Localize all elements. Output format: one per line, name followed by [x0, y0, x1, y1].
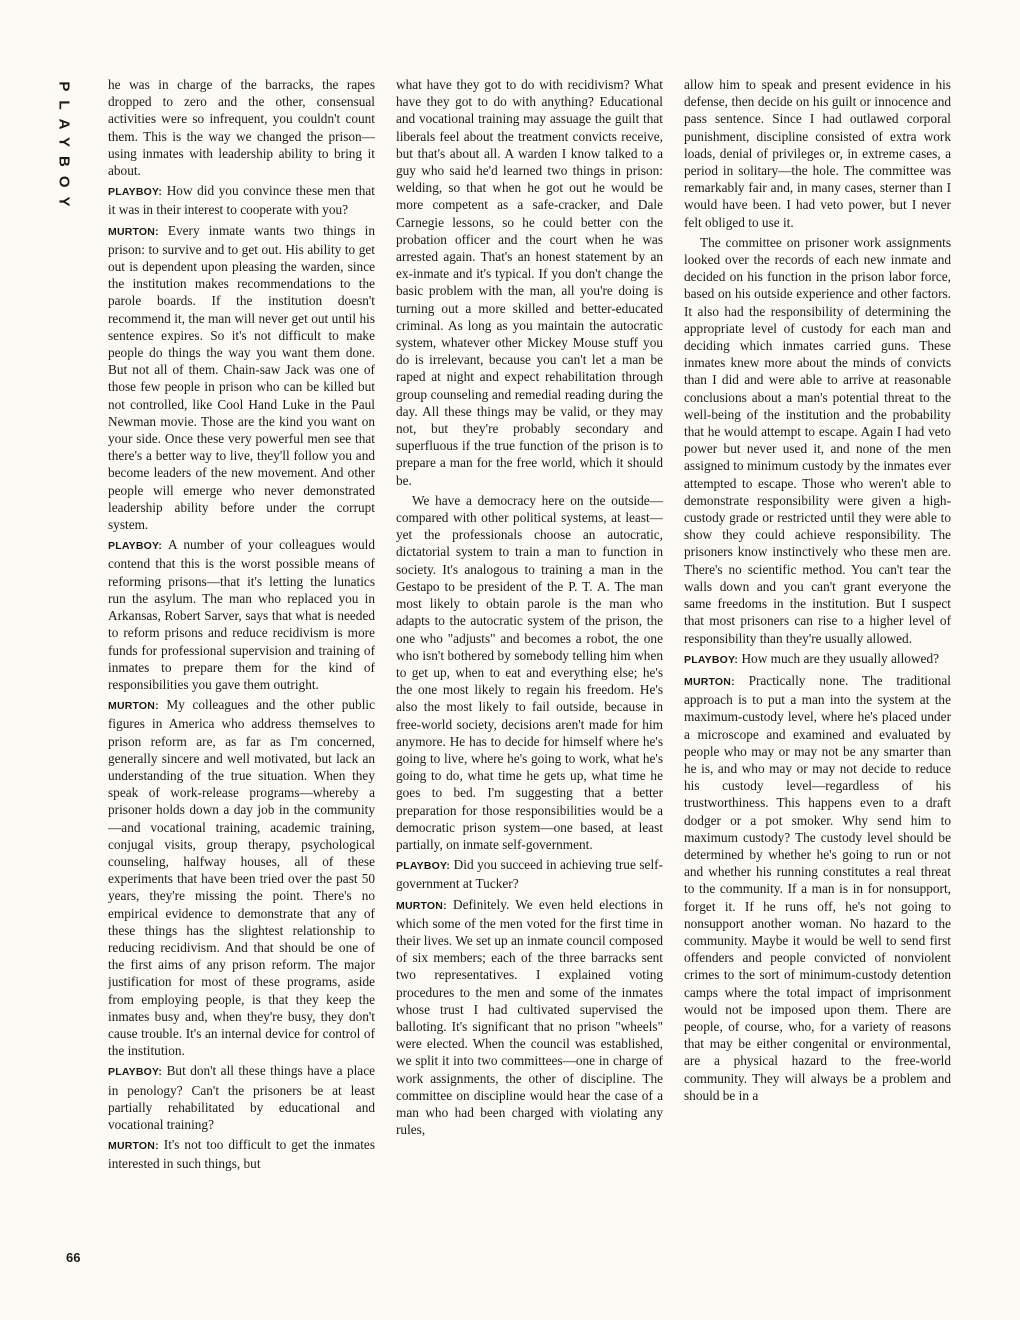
speaker-label: PLAYBOY:	[108, 540, 163, 553]
paragraph-text: Did you succeed in achieving true self-government at Tucker?	[396, 857, 663, 892]
paragraph-text: My colleagues and the other public figures in America who address themselves to prison reform are, as far as I'm concerned, generally sincere and well motivated, but lack an understanding of the true situation. When they speak of work-release programs—whereby a prisoner holds down a day job in the community—and vocational training, academic training, conjugal visits, group therapy, psychological counseling, halfway houses, all of these experiments that have been tried over the past 50 years, they're missing the point. There's no empirical evidence to demonstrate that any of these things has the slightest relationship to reducing recidivism. And that should be one of the first aims of any prison reform. The major justification for most of these programs, aside from employing people, is that they keep the inmates busy and, when they're busy, they don't cause trouble. It's an internal device for control of the institution.	[108, 697, 375, 1059]
speaker-label: MURTON:	[684, 675, 735, 688]
article-paragraph	[396, 492, 663, 853]
interviewer-question	[108, 536, 375, 693]
interviewer-question	[108, 182, 375, 218]
article-paragraph	[108, 76, 375, 179]
speaker-label: PLAYBOY:	[108, 186, 163, 199]
speaker-label: PLAYBOY:	[396, 860, 451, 873]
text-column-2	[396, 76, 663, 1276]
paragraph-text: Definitely. We even held elections in which some of the men voted for the first time in their lives. We set up an inmate council composed of six members; each of the three barracks sent two representatives. I explained voting procedures to the men and some of the inmates whose trust I had cultivated supervised the balloting. It's significant that no prison "wheels" were elected. When the council was established, we split it into two committees—one in charge of work assignments, the other of discipline. The committee on discipline would hear the case of a man who had been charged with violating any rules,	[396, 896, 663, 1138]
paragraph-text: Practically none. The traditional approach is to put a man into the system at the maximum-custody level, where he's placed under a microscope and examined and evaluated by people who may or may not be any smarter than he is, and who may or may not decide to reduce his custody level—regardless of his trustworthiness. This happens even to a draft dodger or a pot smoker. Why send him to maximum custody? The custody level should be determined by whether he's going to run or not and whether his running constitutes a real threat to the community. If a man is in for nonsupport, forget it. If he runs off, he's not going to nonsupport another woman. No hazard to the community. Maybe it would be well to send first offenders and people convicted of nonviolent crimes to the sort of minimum-custody detention camps where the total impact of imprisonment would not be imposed upon them. There are people, of course, who, for a variety of reasons that may be either congenital or environmental, are a physical hazard to the free-world community. They will always be a problem and should be in a	[684, 672, 951, 1103]
text-column-1	[108, 76, 375, 1276]
paragraph-text: But don't all these things have a place in penology? Can't the prisoners be at least partially rehabilitated by educational and vocational training?	[108, 1063, 375, 1132]
masthead-text: PLAYBOY	[55, 80, 73, 216]
paragraph-text: How much are they usually allowed?	[741, 650, 939, 666]
interviewer-question	[108, 1062, 375, 1133]
subject-answer	[108, 1136, 375, 1172]
paragraph-text: A number of your colleagues would contend that this is the worst possible means of reforming prisons—that it's letting the lunatics run the asylum. The man who replaced you in Arkansas, Robert Sarver, says that what is needed to reform prisons and reduce recidivism is more funds for professional supervision and training of inmates to prepare them for the kind of responsibilities you gave them outright.	[108, 537, 375, 692]
speaker-label: MURTON:	[108, 1140, 159, 1153]
paragraph-text: How did you convince these men that it was in their interest to cooperate with you?	[108, 183, 375, 218]
speaker-label: PLAYBOY:	[108, 1066, 163, 1079]
article-paragraph	[396, 76, 663, 489]
subject-answer	[396, 896, 663, 1139]
subject-answer	[108, 696, 375, 1059]
paragraph-text: It's not too difficult to get the inmates interested in such things, but	[108, 1137, 375, 1172]
paragraph-text: We have a democracy here on the outside—compared with other political systems, at least—yet the professionals choose an autocratic, dictatorial system to train a man to function in society. It's analogous to training a man in the Gestapo to be president of the P. T. A. The man most likely to obtain parole is the man who adapts to the autocratic system of the prison, the one who "adjusts" and becomes a robot, the one who isn't bothered by somebody telling him when to get up, when to eat and everything else; he's the one most likely to regain his freedom. He's also the most likely to fail outside, because in free-world society, decisions aren't made for him anymore. He has to decide for himself where he's going to live, where he's going to work, what he's going to do, what time he gets up, what time he goes to bed. I'm suggesting that a better preparation for those responsibilities would be a democratic prison system—one based, at least partially, on inmate self-government.	[396, 492, 663, 852]
speaker-label: MURTON:	[108, 225, 159, 238]
speaker-label: MURTON:	[108, 700, 159, 713]
paragraph-text: he was in charge of the barracks, the rapes dropped to zero and the other, consensual activities were so infrequent, you couldn't count them. This is the way we changed the prison—using inmates with leadership ability to bring it about.	[108, 77, 375, 179]
subject-answer	[684, 672, 951, 1104]
interviewer-question	[396, 856, 663, 892]
paragraph-text: Every inmate wants two things in prison: to survive and to get out. His ability to get out is dependent upon pleasing the warden, since the institution makes recommendations to the parole boards. If the institution doesn't recommend it, the man will never get out until his sentence expires. So it's not difficult to make people do things the way you want them done. But not all of them. Chain-saw Jack was one of those few people in prison who can be killed but not controlled, like Cool Hand Luke in the Paul Newman movie. Those are the kind you want on your side. Once these very powerful men see that there's a better way to live, they'll follow you and become leaders of the new movement. And other people will emerge who never demonstrated leadership ability before under the corrupt system.	[108, 222, 375, 533]
masthead	[50, 68, 78, 228]
interviewer-question	[684, 650, 951, 669]
paragraph-text: allow him to speak and present evidence in his defense, then decide on his guilt or innocence and pass sentence. Since I had outlawed corporal punishment, discipline consisted of extra work loads, denial of privileges or, in extreme cases, a period in solitary—the hole. The committee was remarkably fair and, in many cases, sterner than I would have been. I had veto power, but I never felt obliged to use it.	[684, 77, 951, 230]
page-number: 66	[66, 1250, 81, 1265]
paragraph-text: The committee on prisoner work assignments looked over the records of each new inmate and decided on his function in the prison labor force, based on his outside experience and other factors. It also had the responsibility of determining the appropriate level of custody for each man and deciding which inmates carried guns. These inmates knew more about the minds of convicts than I did and were able to arrive at reasonable conclusions about a man's potential threat to the well-being of the institution and the probability that he would attempt to escape. Again I had veto power but never used it, and none of the men assigned to minimum custody by the inmates ever attempted to escape. Those who weren't able to demonstrate responsibility were given a high-custody grade or restricted until they were able to show they could achieve responsibility. The prisoners know instinctively who these men are. There's no scientific method. You can't tear the walls down and you can't grant everyone the same freedoms in the institution. But I suspect that most prisoners can rise to a higher level of responsibility than they're usually allowed.	[684, 234, 951, 646]
speaker-label: PLAYBOY:	[684, 653, 739, 666]
paragraph-text: what have they got to do with recidivism? What have they got to do with anything? Educational and vocational training may assuage the guilt that liberals feel about the treatment convicts receive, but that's about all. A warden I know talked to a guy who said he'd learned two things in prison: welding, so that when he got out he would be more competent as a safe-cracker, and Dale Carnegie lessons, so he could better con the probation officer and the court when he was arrested again. That's an honest statement by an ex-inmate and it's typical. If you don't change the basic problem with the man, all you're doing is turning out a more skilled and better-educated criminal. As long as you maintain the autocratic system, whatever other Mickey Mouse stuff you do is irrelevant, because you can't let a man be raped at night and expect rehabilitation through group counseling and remedial reading during the day. All these things may be valid, or they may not, but they're probably secondary and superfluous if the true function of the prison is to prepare a man for the free world, which it should be.	[396, 77, 663, 488]
article-paragraph	[684, 234, 951, 647]
article-paragraph	[684, 76, 951, 231]
subject-answer	[108, 222, 375, 534]
speaker-label: MURTON:	[396, 899, 447, 912]
text-column-3	[684, 76, 951, 1276]
